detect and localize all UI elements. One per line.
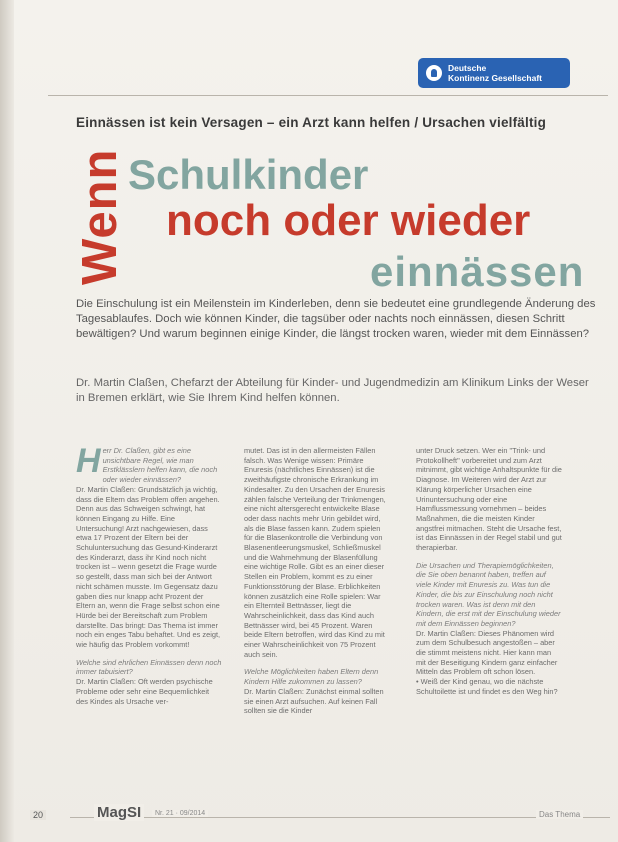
answer-3: Dr. Martin Claßen: Zunächst einmal sollten sie einen Arzt aufsuchen. Auf keinen Fall sollten sie die Kinder (244, 686, 384, 716)
page-footer (0, 804, 618, 828)
answer-1: mutet. Das ist in den allermeisten Fällen falsch. Was Wenige wissen: Primäre Enuresis (nächtliches Einnässen) ist die zweithäufigste chronische Erkrankung im Kindesalter. Zu den Ursachen der Enuresis zählen falsche Verteilung der Trinkmengen, eine nicht altersgerecht entwickelte Blase oder dass nachts mehr Urin gebildet wird, als die Blase fassen kann. Zudem spielen für die Blasenkontrolle die Verbindung von Blasenentleerungsmuskel, Schließmuskel und die Wahrnehmung der Blasenfüllung eine wichtige Rolle. Gibt es an einer dieser Stellen ein Problem, kommt es zu einer Funktionsstörung der Blase. Erblichkeiten können zusätzlich eine Rolle spielen: War ein Elternteil Bettnässer, liegt die Wahrscheinlichkeit, dass das Kind auch Bettnässer wird, bei 45 Prozent. Waren beide Eltern betroffen, wird das Kind zu mit einer Wahrscheinlichkeit von 75 Prozent auch sein. (244, 446, 386, 659)
headline-line-1: Schulkinder (128, 151, 369, 198)
page-number: 20 (30, 810, 46, 820)
article-column-2 (244, 446, 390, 716)
badge-line-2: Kontinenz Gesellschaft (448, 73, 542, 83)
intro-byline: Dr. Martin Claßen, Chefarzt der Abteilung für Kinder- und Jugendmedizin am Klinikum Links der Weser in Bremen erklärt, wie Sie Ihrem Kind helfen können. (76, 377, 589, 404)
answer-3-continued: unter Druck setzen. Wer ein "Trink- und Protokollheft" vorbereitet und zum Arzt mitnimmt, gibt wichtige Anhaltspunkte für die Diagnose. Im Weiteren wird der Arzt zur Klärung körperlicher Ursachen eine Urinuntersuchung oder eine Harnflussmessung vornehmen – beides Maßnahmen, die die meisten Kinder angstfrei mitmachen. Steht die Ursache fest, ist das Einnässen in der Regel stabil und gut therapierbar. (416, 446, 562, 553)
question-1-text: err Dr. Claßen, gibt es eine unsichtbare Regel, wie man Erstklässlern helfen kann, die noch oder wieder einnässen? (102, 446, 218, 485)
section-label: Das Thema (536, 810, 583, 819)
bullet-item: • Weiß der Kind genau, wo die nächste Schultoilette ist und findet es den Weg hin? (416, 677, 558, 696)
intro-paragraph: Die Einschulung ist ein Meilenstein im Kinderleben, denn sie bedeutet eine grundlegende Änderung des Tagesablaufes. Doch wie können Kinder, die tagsüber oder nachts noch einnässen, diesen Schritt bewältigen? Und warum beginnen einige Kinder, die längst trocken waren, wieder mit dem Einnässen? (76, 298, 596, 340)
kicker: Einnässen ist kein Versagen – ein Arzt kann helfen / Ursachen vielfältig (76, 115, 547, 130)
dkg-logo-icon (426, 65, 442, 81)
headline-line-3: einnässen (370, 248, 585, 295)
answer-2: Dr. Martin Claßen: Oft werden psychische Probleme oder sehr eine Bequemlichkeit des Kindes als Ursache ver- (76, 677, 213, 706)
headline-line-2: noch oder wieder (166, 196, 531, 245)
answer-1: Dr. Martin Claßen: Grundsätzlich ja wichtig, dass die Eltern das Problem offen angehen. Denn aus das Schweigen schwingt, hat können Eingang zu Hilfe. Eine Untersuchung! Arzt nachgewiesen, dass etwa 17 Prozent der Eltern bei der Schuluntersuchung das Gesund-Kinderarzt des Kinderarzt, dass ihr Kind noch nicht trocken ist – wenn gesetzt die Frage wurde so gestellt, dass man sich bei der Antwort nicht schämen musste. Im Gegensatz dazu gaben dies nur knapp acht Prozent der Eltern an, wenn die Frage selbst schon eine Hürde bei der Bereitschaft zum Problem darstellte. Das bringt: Das Thema ist immer noch ein enges Tabu behaftet. Und es zeigt, wie häufig das Problem vorkommt! (76, 484, 221, 650)
question-3: Welche Möglichkeiten haben Eltern denn Kindern Hilfe zukommen zu lassen? (244, 667, 379, 687)
footer-rule (70, 817, 610, 818)
article-column-1 (76, 442, 222, 706)
magazine-name: MagSI (94, 804, 144, 821)
answer-4: Dr. Martin Claßen: Dieses Phänomen wird zum dem Schulbesuch angestoßen – aber die stimmt meistens nicht. Hier kann man mit der Beseitigung Kindern ganz einfacher Mitteln das Problem oft schon lösen. (416, 628, 558, 677)
dkg-logo-badge (418, 58, 570, 88)
question-1 (76, 442, 222, 485)
question-2: Welche sind ehrlichen Einnässen denn noch immer tabuisiert? (76, 657, 222, 677)
badge-text (448, 63, 542, 83)
issue-label: Nr. 21 · 09/2014 (152, 810, 208, 817)
question-4: Die Ursachen und Therapiemöglichkeiten, die Sie oben benannt haben, treffen auf viele Kinder mit Enuresis zu. Was tun die Kinder, die bis zur Einschulung noch nicht trocken waren. Was ist denn mit den Kindern, die erst mit der Einschulung wieder mit dem Einnässen beginnen? (416, 560, 561, 628)
dropcap: H (76, 442, 101, 480)
top-rule (48, 95, 608, 96)
article-column-3 (416, 446, 562, 697)
page-spine-shadow (0, 0, 14, 842)
badge-line-1: Deutsche (448, 63, 487, 73)
headline-vertical: Wenn (73, 148, 127, 285)
